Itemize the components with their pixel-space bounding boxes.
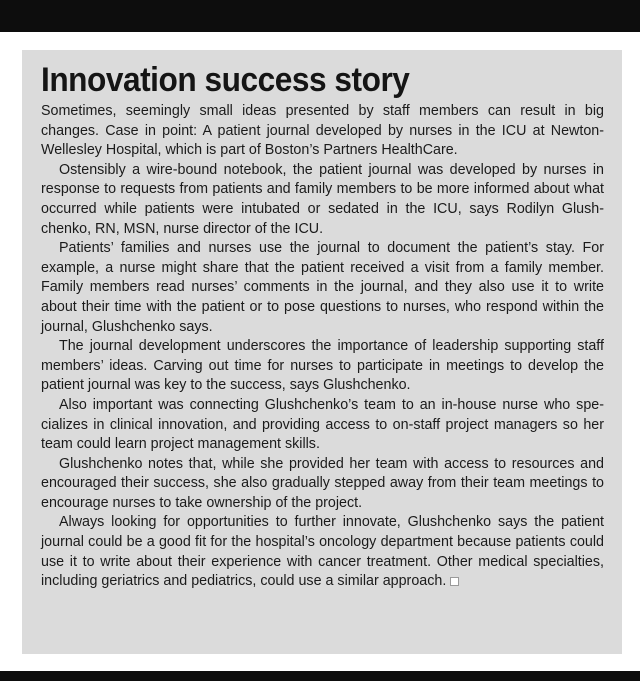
paragraph-7-text: Always looking for opportunities to further innovate, Glushchenko says the patient journal could be a good fit for the hospital’s oncology department because patients could use it to write about their experience with cancer treatment. Other medical specialties, including geriatrics and pediatrics, could use a similar approach. xyxy=(41,514,604,590)
paragraph-1: Sometimes, seemingly small ideas presented by staff members can result in big changes. Case in point: A patient journal developed by nurses in the ICU at Newton-Wellesley Hospital, which is part of Boston’s Partners HealthCare. xyxy=(41,103,604,159)
article-body xyxy=(41,102,604,592)
paragraph-3: Patients’ families and nurses use the journal to document the patient’s stay. For example, a nurse might share that the patient received a visit from a family member. Family members read nurses’ comments in the journal, and they also use it to write about their time with the patient or to pose questions to nurses, who respond within the journal, Glushchenko says. xyxy=(41,240,604,335)
bottom-border-bar xyxy=(0,671,640,681)
sidebar-article-box xyxy=(22,50,622,654)
end-of-story-icon xyxy=(450,577,459,586)
paragraph-4: The journal development underscores the importance of leadership supporting staff members’ ideas. Carving out time for nurses to participate in meetings to develop the patient journal was key to the success, says Glushchenko. xyxy=(41,338,604,394)
paragraph-7 xyxy=(41,513,604,591)
paragraph-6: Glushchenko notes that, while she provided her team with access to resources and encouraged their success, she also gradually stepped away from their team meetings to encourage nurses to take ownership of the project. xyxy=(41,455,604,511)
top-border-bar xyxy=(0,0,640,32)
paragraph-5: Also important was connecting Glushchenko’s team to an in-house nurse who specializes in clinical innovation, and providing access to on-staff project managers so her team could learn project management skills. xyxy=(41,396,604,453)
article-title: Innovation success story xyxy=(41,61,410,99)
paragraph-2: Ostensibly a wire-bound notebook, the patient journal was developed by nurses in response to requests from patients and family members to be more informed about what occurred while patients were intubated or sedated in the ICU, says Rodilyn Glushchenko, RN, MSN, nurse director of the ICU. xyxy=(41,161,604,237)
